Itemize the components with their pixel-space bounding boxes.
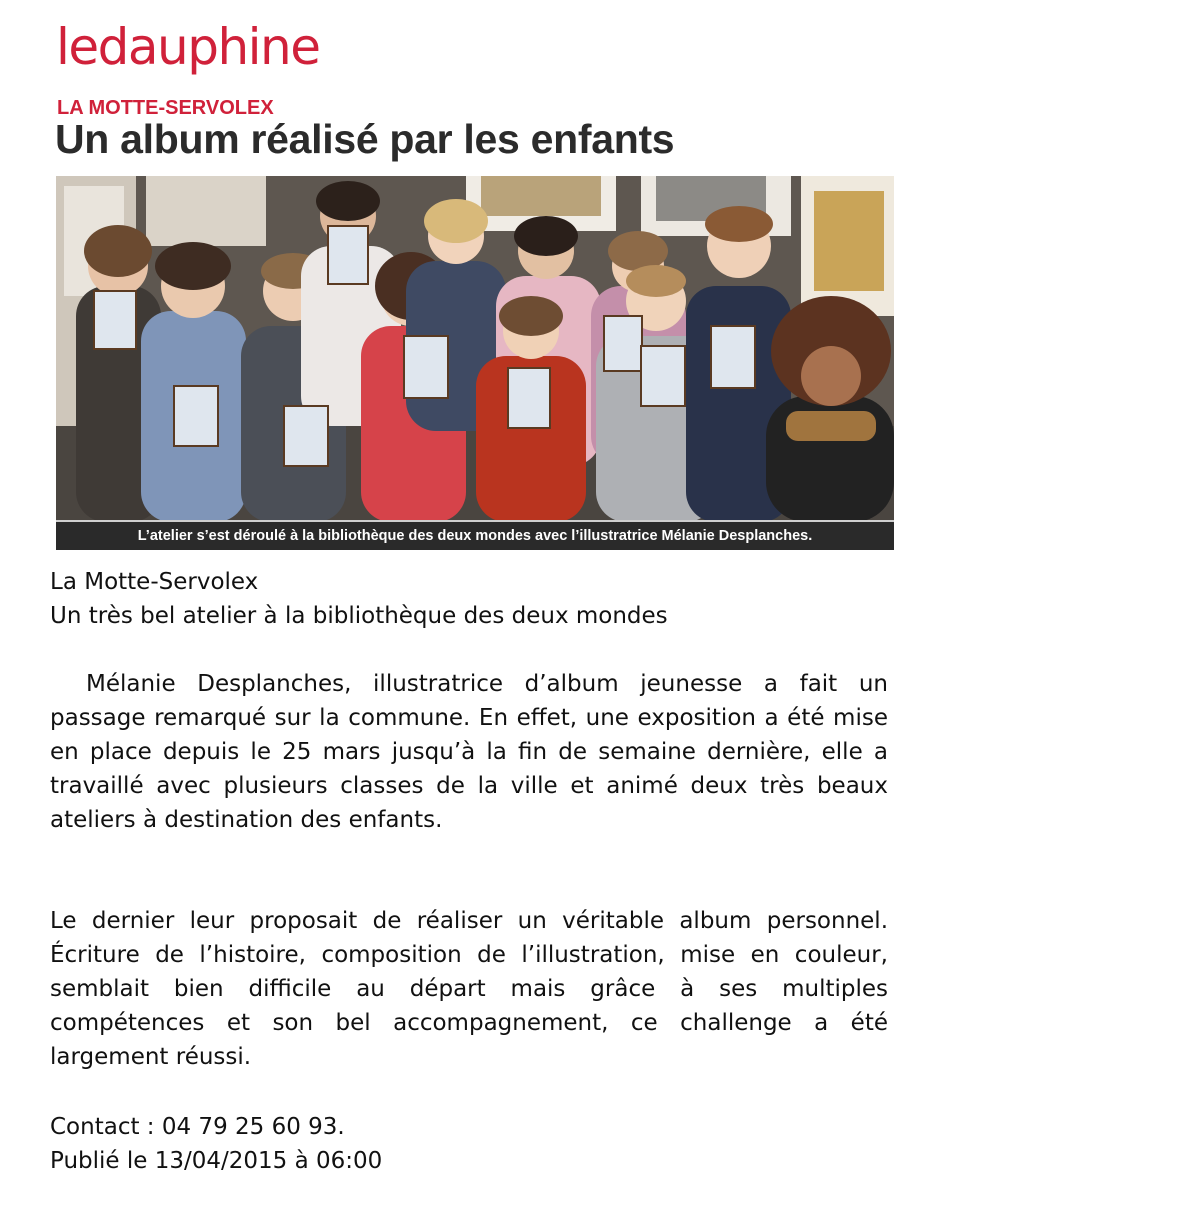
article-paragraph-2: Le dernier leur proposait de réaliser un véritable album personnel. Écriture de l’histoire, composition de l’illustration, mise en couleur, semblait bien difficile au départ mais grâce à ses multiples compétences et son bel accompagnement, ce challenge a été largement réussi.: [50, 908, 888, 1070]
article-intro: [50, 565, 888, 633]
section-kicker: LA MOTTE-SERVOLEX: [57, 97, 274, 119]
article-subtitle: Un très bel atelier à la bibliothèque des deux mondes: [50, 603, 668, 629]
photo-caption-bar: [56, 520, 894, 550]
photo-illustration: [56, 176, 894, 522]
article-published-date: Publié le 13/04/2015 à 06:00: [50, 1148, 383, 1174]
article-paragraph-1-block: [50, 667, 888, 837]
article-headline: Un album réalisé par les enfants: [55, 116, 675, 162]
article-photo: [56, 176, 894, 550]
article-paragraph-1: Mélanie Desplanches, illustratrice d’album jeunesse a fait un passage remarqué sur la commune. En effet, une exposition a été mise en place depuis le 25 mars jusqu’à la fin de semaine dernière, elle a travaillé avec plusieurs classes de la ville et animé deux très beaux ateliers à destination des enfants.: [50, 671, 888, 833]
article-place: La Motte-Servolex: [50, 569, 259, 595]
article-contact: Contact : 04 79 25 60 93.: [50, 1114, 345, 1140]
article-paragraph-2-block: [50, 904, 888, 1074]
site-logo[interactable]: ledauphine: [56, 18, 320, 76]
photo-caption: L’atelier s’est déroulé à la bibliothèque des deux mondes avec l’illustratrice Mélanie Desplanches.: [137, 528, 813, 544]
article-footer: [50, 1110, 888, 1178]
